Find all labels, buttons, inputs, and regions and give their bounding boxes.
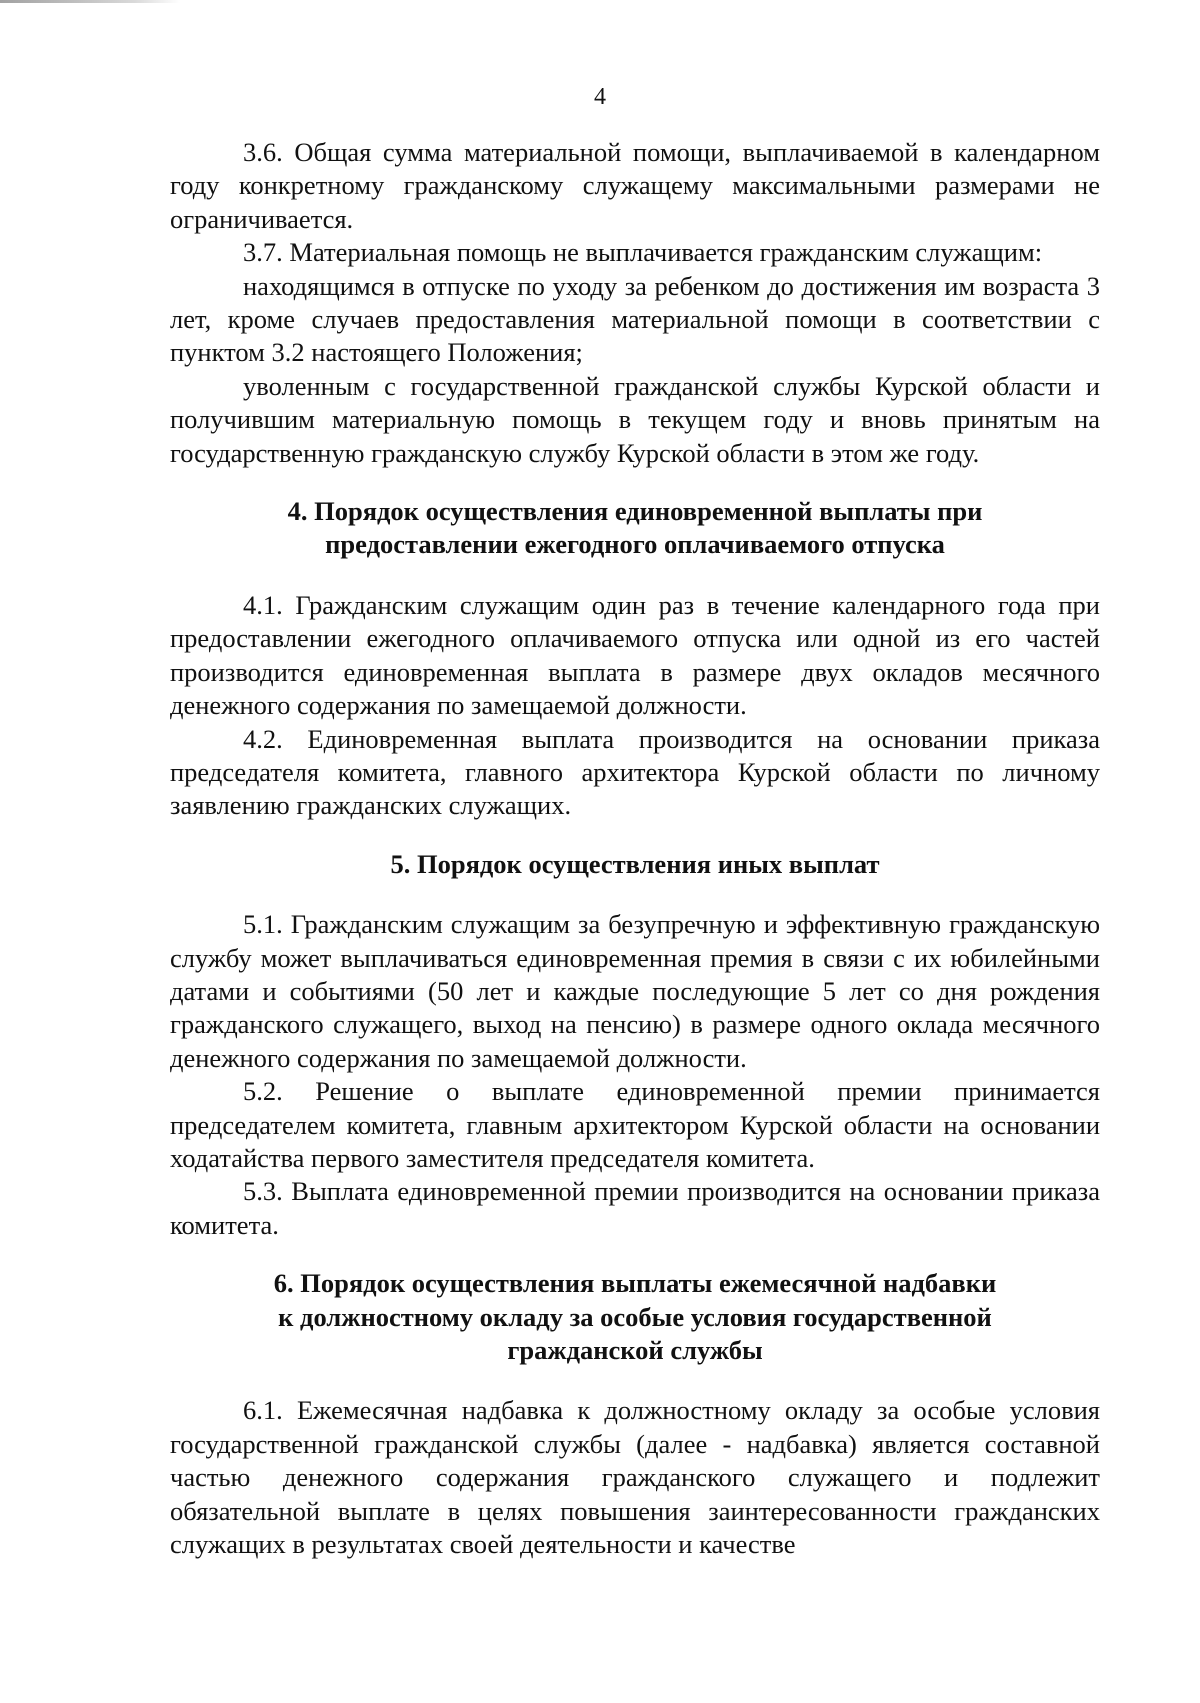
paragraph-3-6: 3.6. Общая сумма материальной помощи, выплачиваемой в календарном году конкретному гражданскому служащему максимальными размерами не ограничивается. <box>170 137 1100 234</box>
spacer <box>170 470 1100 495</box>
section-4-heading-line-2: предоставлении ежегодного оплачиваемого отпуска <box>325 529 945 560</box>
spacer <box>170 562 1100 589</box>
spacer <box>170 881 1100 908</box>
section-4-heading <box>170 495 1100 562</box>
section-6-heading-line-1: 6. Порядок осуществления выплаты ежемесячной надбавки <box>273 1268 997 1299</box>
page-number: 4 <box>594 84 606 110</box>
paragraph-5-1: 5.1. Гражданским служащим за безупречную и эффективную гражданскую службу может выплачиваться единовременная премия в связи с их юбилейными датами и событиями (50 лет и каждые последующие 5 лет со дня рождения гражданского служащего, выход на пенсию) в размере одного оклада месячного денежного содержания по замещаемой должности. <box>170 909 1100 1073</box>
paragraph-4-2: 4.2. Единовременная выплата производится на основании приказа председателя комитета, главного архитектора Курской области по личному заявлению гражданских служащих. <box>170 723 1100 821</box>
section-5-heading: 5. Порядок осуществления иных выплат <box>390 848 880 879</box>
spacer <box>170 1242 1100 1267</box>
scan-artifact <box>0 0 180 3</box>
paragraph-6-1: 6.1. Ежемесячная надбавка к должностному окладу за особые условия государственной гражданской службы (далее - надбавка) является составной частью денежного содержания гражданского служащего и подлежит обязательной выплате в целях повышения заинтересованности гражданских служащих в результатах своей деятельности и качестве <box>170 1395 1100 1560</box>
section-6-heading-line-3: гражданской службы <box>507 1335 763 1365</box>
spacer <box>170 823 1100 848</box>
paragraph-5-2: 5.2. Решение о выплате единовременной премии принимается председателем комитета, главным архитектором Курской области на основании ходатайства первого заместителя председателя комитета. <box>170 1076 1100 1173</box>
section-4-heading-line-1: 4. Порядок осуществления единовременной выплаты при <box>287 496 983 527</box>
paragraph-3-7: 3.7. Материальная помощь не выплачивается гражданским служащим: <box>243 237 1043 268</box>
paragraph-5-3: 5.3. Выплата единовременной премии производится на основании приказа комитета. <box>170 1176 1100 1240</box>
paragraph-3-7-item-1: находящимся в отпуске по уходу за ребенком до достижения им возраста 3 лет, кроме случаев предоставления материальной помощи в соответствии с пунктом 3.2 настоящего Положения; <box>170 270 1100 368</box>
document-body <box>170 136 1100 1561</box>
paragraph-4-1: 4.1. Гражданским служащим один раз в течение календарного года при предоставлении ежегодного оплачиваемого отпуска или одной из его частей производится единовременная выплата в размере двух окладов месячного денежного содержания по замещаемой должности. <box>170 589 1100 721</box>
paragraph-3-7-item-2: уволенным с государственной гражданской службы Курской области и получившим материальную помощь в текущем году и вновь принятым на государственную гражданскую службу Курской области в этом же году. <box>170 370 1100 468</box>
section-6-heading <box>170 1267 1100 1367</box>
section-6-heading-line-2: к должностному окладу за особые условия государственной <box>278 1301 992 1332</box>
spacer <box>170 1367 1100 1394</box>
